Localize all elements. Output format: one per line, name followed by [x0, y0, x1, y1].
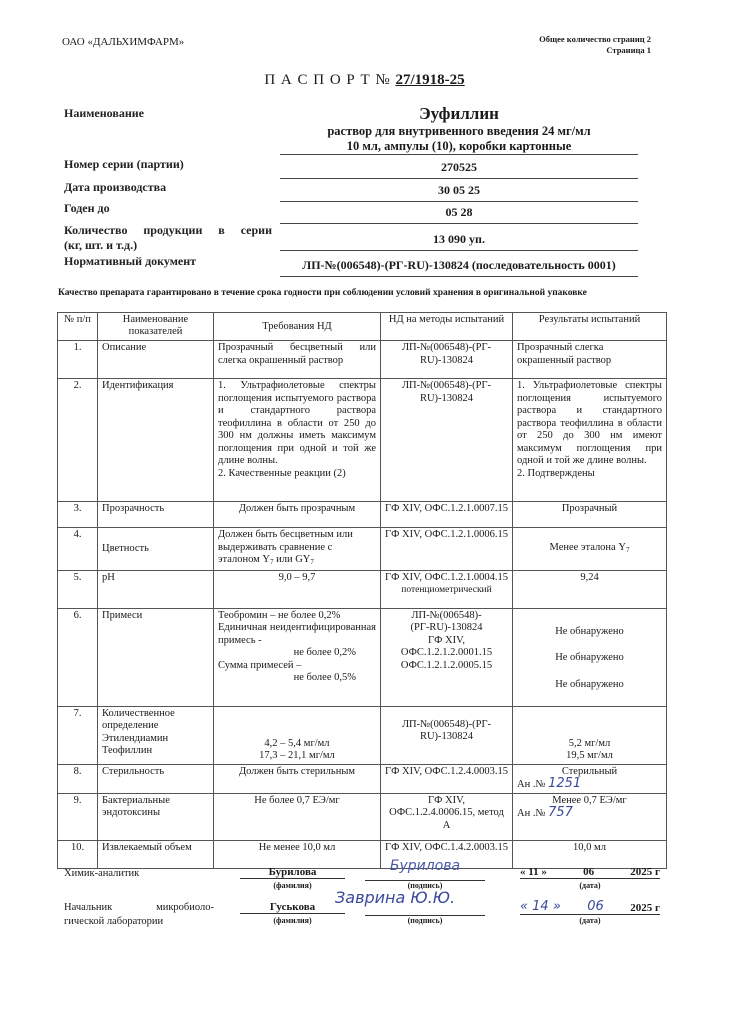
- row-requirement: Должен быть стерильным: [214, 764, 381, 793]
- req-line: Единичная неидентифицированная примесь -: [218, 622, 376, 646]
- row-name: [98, 706, 214, 764]
- row-name: Извлекаемый объем: [98, 840, 214, 868]
- row-name: Бактериальные эндотоксины: [98, 793, 214, 840]
- requirement-text-mid: или GY: [273, 554, 311, 565]
- requirement-text-2: 2. Качественные реакции (2): [218, 467, 346, 479]
- row-method: ГФ XIV, ОФС.1.2.4.0003.15: [381, 764, 513, 793]
- chemist-signature-caption: (подпись): [407, 881, 443, 890]
- product-desc-line1: раствор для внутривенного введения 24 мг/мл: [327, 124, 591, 138]
- head-role-line2: гической лаборатории: [64, 916, 164, 927]
- row-name: Стерильность: [98, 764, 214, 793]
- chemist-date: [520, 866, 660, 879]
- chemist-date-year: 2025 г: [630, 866, 660, 878]
- col-header-requirements: Требования НД: [214, 313, 381, 341]
- name-line: Количественное определение: [102, 707, 175, 731]
- row-num: 10.: [58, 840, 98, 868]
- row-num: 4.: [58, 528, 98, 571]
- req-line: Сумма примесей –: [218, 659, 302, 671]
- row-num: 7.: [58, 706, 98, 764]
- method-text: ГФ XIV, ОФС.1.2.1.0004.15: [385, 571, 508, 583]
- requirement-text: Должен быть бесцветным или выдерживать сравнение с эталоном Y: [218, 529, 353, 565]
- col-header-results: Результаты испытаний: [513, 313, 667, 341]
- col-header-methods: НД на методы испытаний: [381, 313, 513, 341]
- quality-guarantee: Качество препарата гарантировано в течение срока годности при соблюдении условий хранения в оригинальной упаковке: [58, 288, 587, 298]
- row-result: [513, 528, 667, 571]
- qty-label-2: (кг, шт. и т.д.): [64, 238, 138, 252]
- company-name: ОАО «ДАЛЬХИМФАРМ»: [62, 36, 185, 48]
- row-requirement: 9,0 – 9,7: [214, 570, 381, 608]
- method-line: ЛП-№(006548)-: [411, 609, 482, 621]
- exp-date-label: Годен до: [64, 201, 110, 215]
- row-method: [381, 608, 513, 706]
- row-result: Прозрачный слегка окрашенный раствор: [513, 341, 667, 379]
- product-name: Эуфиллин: [419, 104, 499, 123]
- norm-doc-value: ЛП-№(006548)-(РГ-RU)-130824 (последовательность 0001): [280, 258, 638, 277]
- chemist-surname: Бурилова: [240, 866, 345, 879]
- row-requirement: [214, 608, 381, 706]
- row-num: 5.: [58, 570, 98, 608]
- row-name: pH: [98, 570, 214, 608]
- table-row: [58, 840, 667, 868]
- row-method: [381, 570, 513, 608]
- row-result: [513, 793, 667, 840]
- table-row: [58, 341, 667, 379]
- table-row: [58, 706, 667, 764]
- row-result: [513, 608, 667, 706]
- method-note: потенциометрический: [401, 585, 492, 595]
- row-num: 6.: [58, 608, 98, 706]
- table-row: [58, 528, 667, 571]
- head-date-day: « 14 »: [520, 899, 561, 914]
- head-date-year: 2025 г: [630, 902, 660, 914]
- mfg-date-value: 30 05 25: [280, 183, 638, 202]
- table-header-row: [58, 313, 667, 341]
- row-method: ЛП-№(006548)-(РГ-RU)-130824: [381, 379, 513, 502]
- row-result: 10,0 мл: [513, 840, 667, 868]
- result-text: Стерильный: [561, 765, 618, 777]
- head-date: [520, 899, 660, 915]
- chemist-surname-caption: (фамилия): [273, 881, 312, 890]
- row-requirement: Не более 0,7 ЕЭ/мг: [214, 793, 381, 840]
- row-method: ЛП-№(006548)-(РГ-RU)-130824: [381, 706, 513, 764]
- head-handwritten-name: Заврина Ю.Ю.: [335, 888, 456, 907]
- passport-title: [0, 72, 729, 89]
- head-role-line1: Начальник микробиоло-: [64, 902, 214, 913]
- row-num: 2.: [58, 379, 98, 502]
- table-row: [58, 764, 667, 793]
- row-result: 9,24: [513, 570, 667, 608]
- result-line: Не обнаружено: [555, 625, 624, 637]
- head-signature-line: [365, 901, 485, 916]
- row-method: ЛП-№(006548)-(РГ-RU)-130824: [381, 341, 513, 379]
- req-line: не более 0,2%: [293, 647, 356, 658]
- row-name: Идентификация: [98, 379, 214, 502]
- row-requirement: Должен быть прозрачным: [214, 502, 381, 528]
- subscript: 7: [310, 558, 314, 566]
- page-info: [539, 34, 651, 56]
- name-label: Наименование: [64, 106, 144, 120]
- result-text: Менее эталона Y: [549, 541, 626, 553]
- head-signature-caption: (подпись): [407, 916, 443, 925]
- result-text: 1. Ультрафиолетовые спектры поглощения испытуемого раствора и стандартного раствора теофиллина в области от 250 до 300 нм имеют максимум поглощения при одной и той же длине волны.: [517, 380, 662, 466]
- result-text: Менее 0,7 ЕЭ/мг: [552, 794, 627, 806]
- chemist-signature-line: [365, 858, 485, 881]
- row-method: ГФ XIV, ОФС.1.2.1.0007.15: [381, 502, 513, 528]
- analysis-number-handwritten: 757: [548, 805, 573, 820]
- result-line: 5,2 мг/мл: [568, 737, 611, 749]
- chemist-date-month: 06: [583, 866, 595, 878]
- batch-label: Номер серии (партии): [64, 157, 184, 171]
- table-row: [58, 570, 667, 608]
- product-desc-line2: 10 мл, ампулы (10), коробки картонные: [346, 139, 572, 153]
- row-requirement: Не менее 10,0 мл: [214, 840, 381, 868]
- head-date-caption: (дата): [579, 916, 601, 925]
- method-line: ГФ XIV,: [428, 634, 465, 646]
- head-surname: Гуськова: [240, 901, 345, 914]
- row-requirement: Прозрачный бесцветный или слегка окрашенный раствор: [214, 341, 381, 379]
- row-requirement: [214, 706, 381, 764]
- head-date-month: 06: [587, 899, 604, 914]
- chemist-role: Химик-аналитик: [64, 868, 140, 879]
- row-method: ГФ XIV, ОФС.1.2.1.0006.15: [381, 528, 513, 571]
- qty-label-1: Количество продукции в серии: [64, 223, 272, 237]
- norm-doc-label: Нормативный документ: [64, 254, 197, 268]
- analysis-number-handwritten: 1251: [548, 776, 582, 791]
- table-row: [58, 608, 667, 706]
- row-method: ГФ XIV, ОФС.1.4.2.0003.15: [381, 840, 513, 868]
- row-num: 3.: [58, 502, 98, 528]
- analysis-number-label: Ан .№: [517, 779, 546, 790]
- row-name: Цветность: [98, 528, 214, 571]
- analysis-number-label: Ан .№: [517, 808, 546, 819]
- chemist-date-day: « 11 »: [520, 866, 547, 878]
- total-pages: Общее количество страниц 2: [539, 34, 651, 44]
- req-line: 4,2 – 5,4 мг/мл: [264, 737, 330, 749]
- chemist-date-caption: (дата): [579, 881, 601, 890]
- table-row: [58, 793, 667, 840]
- passport-number: 27/1918-25: [395, 72, 465, 88]
- req-line: 17,3 – 21,1 мг/мл: [259, 750, 335, 761]
- page-number: Страница 1: [606, 45, 651, 55]
- row-num: 1.: [58, 341, 98, 379]
- row-num: 9.: [58, 793, 98, 840]
- table-row: [58, 379, 667, 502]
- req-line: Теобромин – не более 0,2%: [218, 609, 341, 621]
- row-result: [513, 379, 667, 502]
- col-header-name: Наименование показателей: [98, 313, 214, 341]
- method-line: ОФС.1.2.1.2.0005.15: [400, 659, 493, 671]
- row-num: 8.: [58, 764, 98, 793]
- result-line: Не обнаружено: [555, 652, 624, 663]
- row-result: Прозрачный: [513, 502, 667, 528]
- result-text-2: 2. Подтверждены: [517, 467, 595, 479]
- row-requirement: [214, 528, 381, 571]
- subscript: 7: [270, 558, 274, 566]
- name-line: Этилендиамин: [102, 732, 169, 744]
- row-name: Прозрачность: [98, 502, 214, 528]
- subscript: 7: [625, 545, 630, 554]
- result-line: Не обнаружено: [555, 678, 624, 690]
- row-requirement: [214, 379, 381, 502]
- method-line: (РГ-RU)-130824: [410, 622, 483, 633]
- row-name: Описание: [98, 341, 214, 379]
- title-prefix: П А С П О Р Т №: [264, 72, 391, 88]
- req-line: не более 0,5%: [293, 672, 356, 683]
- quality-table: [57, 312, 667, 869]
- head-surname-caption: (фамилия): [273, 916, 312, 925]
- col-header-num: № п/п: [58, 313, 98, 341]
- mfg-date-label: Дата производства: [64, 180, 167, 194]
- exp-date-value: 05 28: [280, 205, 638, 224]
- row-method: ГФ XIV, ОФС.1.2.4.0006.15, метод А: [381, 793, 513, 840]
- qty-value: 13 090 уп.: [280, 228, 638, 251]
- product-description: [280, 124, 638, 155]
- row-result: [513, 764, 667, 793]
- requirement-text: 1. Ультрафиолетовые спектры поглощения испытуемого раствора и стандартного раствора теофиллина в области от 250 до 300 нм должны иметь максимум поглощения при одной и той же длине волны.: [218, 380, 376, 466]
- row-name: Примеси: [98, 608, 214, 706]
- name-line: Теофиллин: [102, 745, 153, 756]
- batch-value: 270525: [280, 160, 638, 179]
- chemist-signature: Бурилова: [389, 858, 461, 874]
- method-line: ОФС.1.2.1.2.0001.15: [400, 647, 493, 658]
- table-row: [58, 502, 667, 528]
- row-result: [513, 706, 667, 764]
- result-line: 19,5 мг/мл: [566, 750, 613, 761]
